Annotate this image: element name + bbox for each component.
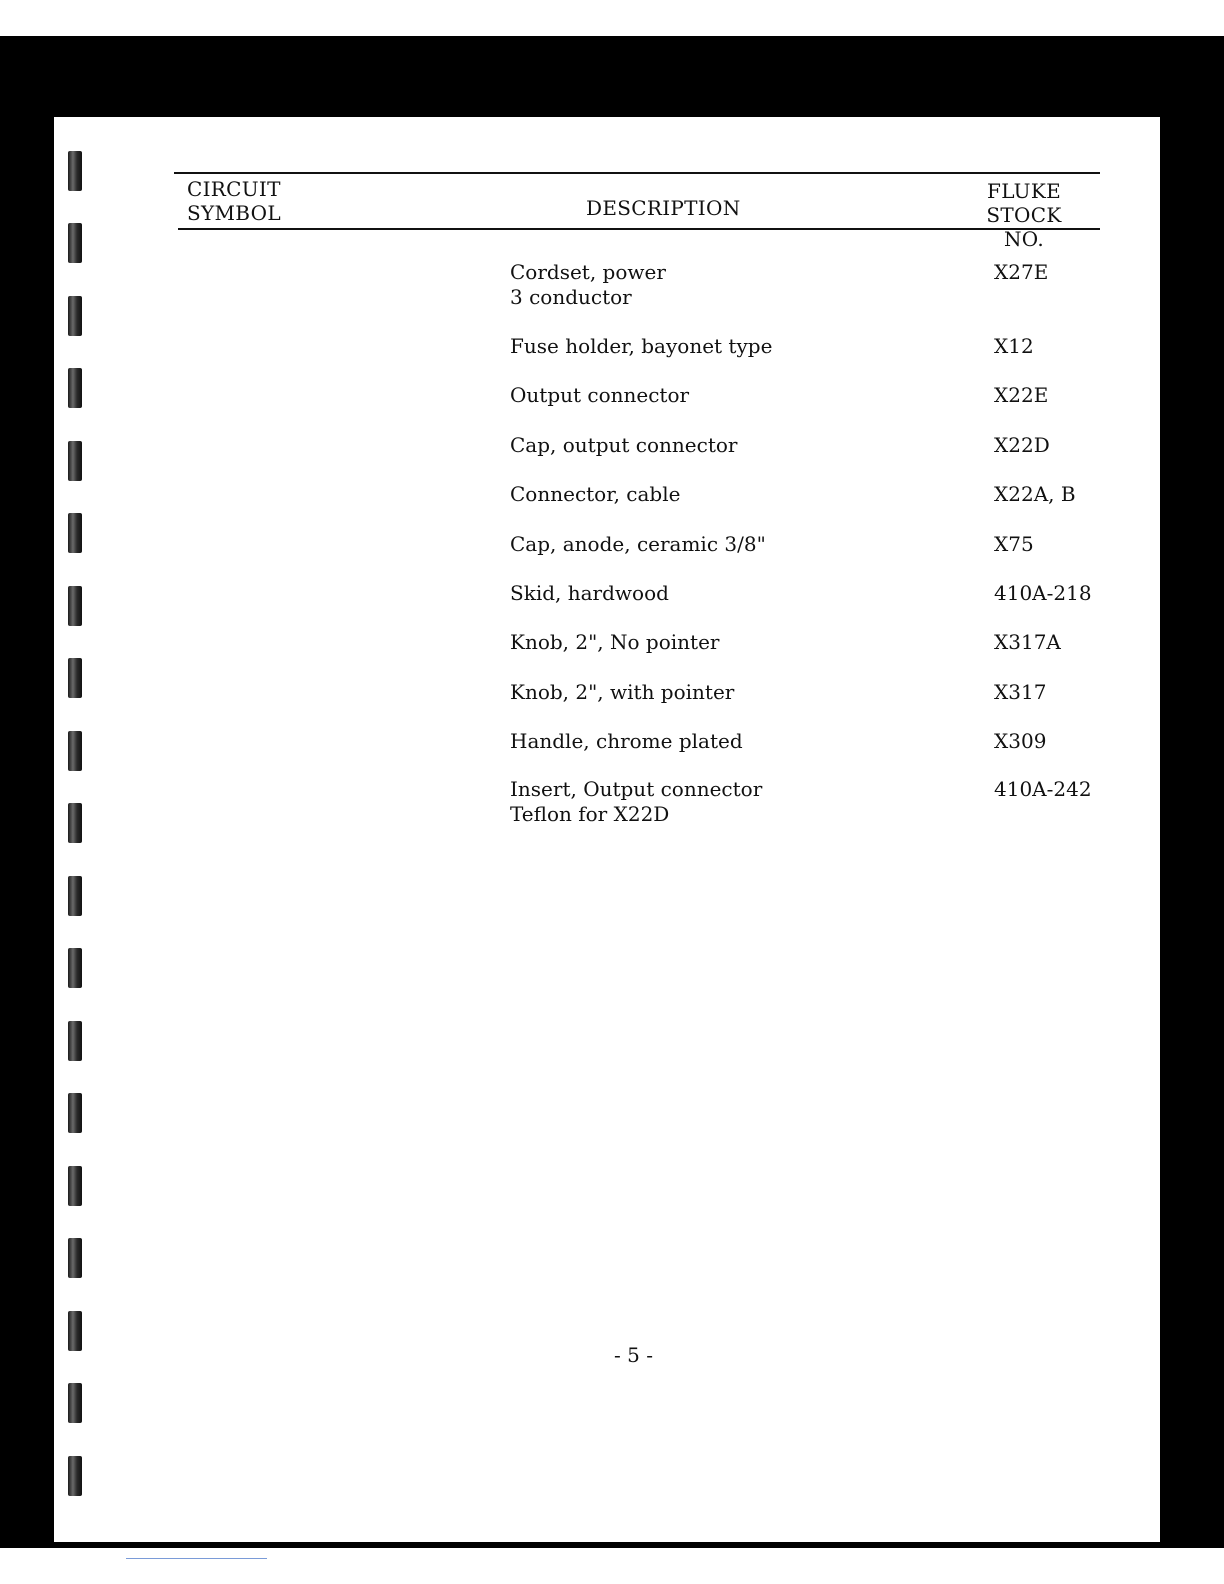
row-11-stock: 410A-242 [994, 777, 1092, 801]
header-stock-line2: STOCK NO. [986, 203, 1062, 251]
row-7-stock: 410A-218 [994, 581, 1092, 605]
row-11-description-line1: Insert, Output connector [510, 777, 763, 801]
binding-hole [68, 586, 82, 626]
row-10-description: Handle, chrome plated [510, 729, 743, 753]
row-6-stock: X75 [994, 532, 1034, 556]
row-7-description: Skid, hardwood [510, 581, 669, 605]
binding-hole [68, 876, 82, 916]
row-6-description: Cap, anode, ceramic 3/8" [510, 532, 766, 556]
binding-hole [68, 731, 82, 771]
binding-holes [68, 151, 88, 1531]
page-number: - 5 - [614, 1343, 653, 1367]
row-1-description-line2: 3 conductor [510, 285, 632, 309]
row-11-description-line2: Teflon for X22D [510, 802, 670, 826]
row-4-stock: X22D [994, 433, 1050, 457]
row-1-stock: X27E [994, 260, 1049, 284]
row-5-stock: X22A, B [994, 482, 1076, 506]
scan-frame [0, 36, 1224, 1548]
row-10-stock: X309 [994, 729, 1047, 753]
binding-hole [68, 223, 82, 263]
binding-hole [68, 1456, 82, 1496]
binding-hole [68, 296, 82, 336]
row-9-description: Knob, 2", with pointer [510, 680, 735, 704]
header-stock-no [964, 179, 1084, 251]
binding-hole [68, 1383, 82, 1423]
header-stock-line1: FLUKE [987, 179, 1061, 203]
row-8-description: Knob, 2", No pointer [510, 630, 720, 654]
binding-hole [68, 1093, 82, 1133]
header-top-rule [174, 172, 1100, 174]
header-circuit-symbol [187, 177, 281, 225]
row-3-stock: X22E [994, 383, 1049, 407]
row-2-description: Fuse holder, bayonet type [510, 334, 773, 358]
row-8-stock: X317A [994, 630, 1061, 654]
header-circuit-line2: SYMBOL [187, 201, 281, 225]
row-4-description: Cap, output connector [510, 433, 738, 457]
row-5-description: Connector, cable [510, 482, 681, 506]
header-bottom-rule [178, 228, 1100, 230]
binding-hole [68, 1166, 82, 1206]
binding-hole [68, 441, 82, 481]
document-page [54, 117, 1160, 1542]
row-1-description-line1: Cordset, power [510, 260, 666, 284]
binding-hole [68, 1311, 82, 1351]
row-11-description [510, 777, 762, 827]
binding-hole [68, 1238, 82, 1278]
binding-hole [68, 658, 82, 698]
row-2-stock: X12 [994, 334, 1034, 358]
row-9-stock: X317 [994, 680, 1047, 704]
bottom-accent-line [126, 1558, 267, 1559]
row-1-description [510, 260, 666, 310]
header-description: DESCRIPTION [586, 196, 741, 220]
header-circuit-line1: CIRCUIT [187, 177, 281, 201]
binding-hole [68, 1021, 82, 1061]
row-3-description: Output connector [510, 383, 690, 407]
binding-hole [68, 513, 82, 553]
binding-hole [68, 368, 82, 408]
binding-hole [68, 803, 82, 843]
binding-hole [68, 151, 82, 191]
binding-hole [68, 948, 82, 988]
